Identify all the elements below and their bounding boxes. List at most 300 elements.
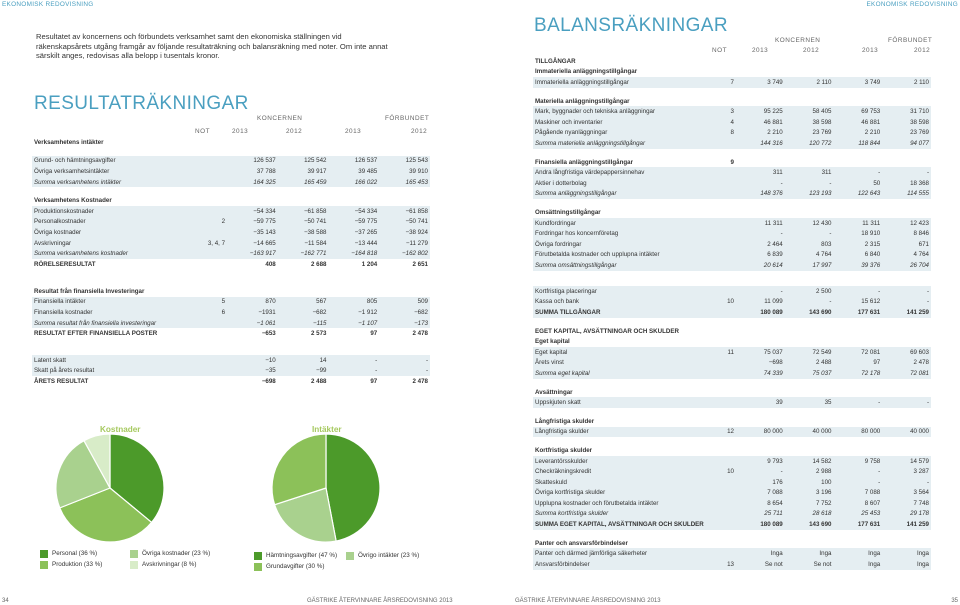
row-label: Verksamhetens Kostnader bbox=[34, 197, 112, 205]
row-value: 4 764 bbox=[785, 250, 834, 261]
row-value bbox=[882, 157, 931, 168]
row-note bbox=[708, 286, 736, 297]
row-value: Inga bbox=[833, 548, 882, 559]
row-value: 180 089 bbox=[736, 307, 785, 318]
row-value: - bbox=[882, 167, 931, 178]
row-value: 122 643 bbox=[833, 189, 882, 200]
row-label bbox=[533, 408, 708, 416]
row-value: - bbox=[882, 297, 931, 308]
row-label: Skatteskuld bbox=[533, 477, 708, 488]
row-value: 69 753 bbox=[833, 106, 882, 117]
row-value: 2 110 bbox=[882, 77, 931, 88]
row-value bbox=[736, 157, 785, 168]
footer-left: GÄSTRIKE ÅTERVINNARE ÅRSREDOVISNING 2013 bbox=[307, 598, 453, 604]
row-label: Avsättningar bbox=[535, 388, 573, 396]
table-row bbox=[533, 117, 931, 128]
row-value: 805 bbox=[328, 297, 379, 308]
table-row bbox=[533, 456, 931, 467]
row-value bbox=[785, 416, 834, 427]
balans-year-1: 2013 bbox=[752, 47, 769, 54]
row-note bbox=[708, 445, 736, 456]
row-value bbox=[833, 318, 882, 326]
row-value bbox=[278, 286, 329, 297]
row-value bbox=[736, 336, 785, 347]
row-value: 2 688 bbox=[311, 260, 327, 268]
row-label: Summa materiella anläggningstillgångar bbox=[533, 138, 708, 149]
table-row bbox=[533, 297, 931, 308]
row-value: 58 405 bbox=[785, 106, 834, 117]
row-value: 2 478 bbox=[412, 330, 428, 338]
row-label: Kassa och bank bbox=[533, 297, 708, 308]
row-label: Mark, byggnader och tekniska anläggningar bbox=[533, 106, 708, 117]
table-row bbox=[533, 106, 931, 117]
table-row bbox=[533, 318, 931, 326]
row-note bbox=[191, 248, 227, 259]
row-note bbox=[191, 137, 227, 148]
table-row bbox=[32, 137, 430, 148]
table-row bbox=[32, 376, 430, 387]
row-value bbox=[736, 387, 785, 398]
row-label: Avskrivningar bbox=[32, 238, 191, 249]
row-note bbox=[708, 456, 736, 467]
intro-text: Resultatet av koncernens och förbundets verksamhet samt den ekonomiska ställningen vid räkenskapsårets utgång framgår av följande resultaträkning och balansräkning med noter. Om inte annat särskilt anges, redovisas alla belopp i tusentals kronor. bbox=[36, 32, 388, 61]
row-value: 143 690 bbox=[785, 307, 834, 318]
row-value bbox=[882, 437, 931, 445]
row-value: 12 430 bbox=[785, 218, 834, 229]
resultat-year-1: 2013 bbox=[232, 128, 249, 135]
row-value: - bbox=[833, 477, 882, 488]
row-value: 2 315 bbox=[833, 239, 882, 250]
table-row bbox=[32, 339, 430, 347]
row-label: Kortfristiga skulder bbox=[535, 446, 593, 454]
row-value: 2 573 bbox=[311, 330, 327, 338]
row-value bbox=[736, 326, 785, 337]
row-value: −163 917 bbox=[227, 248, 278, 259]
table-row bbox=[32, 355, 430, 366]
row-value: 1 204 bbox=[361, 260, 378, 268]
row-value: 72 081 bbox=[882, 368, 931, 379]
row-note bbox=[708, 387, 736, 398]
row-value: 3 564 bbox=[882, 488, 931, 499]
row-note bbox=[708, 318, 736, 326]
row-value: - bbox=[736, 466, 785, 477]
row-note: 4 bbox=[708, 117, 736, 128]
row-value: −1 061 bbox=[227, 318, 278, 329]
table-row bbox=[533, 416, 931, 427]
pie-chart-kostnader bbox=[40, 432, 180, 544]
row-value: 3 749 bbox=[833, 77, 882, 88]
row-value: −698 bbox=[261, 377, 276, 385]
row-note: 13 bbox=[708, 559, 736, 570]
row-value bbox=[833, 379, 882, 387]
legend-swatch bbox=[346, 552, 354, 560]
row-value bbox=[227, 339, 278, 347]
legend-swatch bbox=[40, 550, 48, 558]
table-row bbox=[32, 177, 430, 188]
row-value: 17 997 bbox=[785, 260, 834, 271]
page-number-left: 34 bbox=[2, 598, 9, 604]
row-value bbox=[328, 347, 379, 355]
row-note bbox=[708, 336, 736, 347]
row-note bbox=[708, 397, 736, 408]
row-value: - bbox=[882, 477, 931, 488]
row-value: 3 196 bbox=[785, 488, 834, 499]
row-value: 2 210 bbox=[736, 128, 785, 139]
row-value: 26 704 bbox=[882, 260, 931, 271]
row-label: Summa verksamhetens kostnader bbox=[32, 248, 191, 259]
row-note: 7 bbox=[708, 77, 736, 88]
row-note bbox=[708, 56, 736, 67]
legend-label: Avskrivningar (8 %) bbox=[142, 561, 197, 568]
row-note bbox=[191, 156, 227, 167]
row-value bbox=[278, 347, 329, 355]
row-value bbox=[833, 207, 882, 218]
row-label bbox=[32, 148, 191, 156]
row-value: - bbox=[785, 297, 834, 308]
table-row bbox=[533, 498, 931, 509]
row-value: −38 588 bbox=[278, 227, 329, 238]
table-row bbox=[533, 358, 931, 369]
table-row bbox=[533, 379, 931, 387]
row-value bbox=[882, 530, 931, 538]
row-value bbox=[328, 195, 379, 206]
row-value: 40 000 bbox=[785, 427, 834, 438]
row-label: Långfristiga skulder bbox=[535, 417, 595, 425]
table-row bbox=[533, 477, 931, 488]
row-value bbox=[736, 538, 785, 549]
table-row bbox=[533, 437, 931, 445]
legend-item-personal bbox=[40, 548, 130, 559]
row-value: 29 178 bbox=[882, 509, 931, 520]
resultat-year-2: 2012 bbox=[286, 128, 303, 135]
table-row bbox=[32, 187, 430, 195]
table-row bbox=[533, 77, 931, 88]
row-value: - bbox=[882, 286, 931, 297]
row-note bbox=[191, 376, 227, 387]
table-row bbox=[32, 307, 430, 318]
row-value: 141 259 bbox=[882, 519, 931, 530]
row-label: Panter och därmed jämförliga säkerheter bbox=[533, 548, 708, 559]
row-label bbox=[533, 530, 708, 538]
table-row bbox=[533, 427, 931, 438]
row-value: 143 690 bbox=[785, 519, 834, 530]
row-note: 5 bbox=[191, 297, 227, 308]
row-value: 80 000 bbox=[833, 427, 882, 438]
table-row bbox=[533, 548, 931, 559]
table-row bbox=[32, 148, 430, 156]
row-label bbox=[533, 379, 708, 387]
row-value: 120 772 bbox=[785, 138, 834, 149]
row-note: 11 bbox=[708, 347, 736, 358]
row-note bbox=[708, 138, 736, 149]
row-value bbox=[882, 318, 931, 326]
page-number-right: 35 bbox=[951, 598, 958, 604]
row-label: Pågående nyanläggningar bbox=[533, 128, 708, 139]
row-value bbox=[833, 199, 882, 207]
row-value: - bbox=[736, 228, 785, 239]
row-value: 20 614 bbox=[736, 260, 785, 271]
legend-label: Produktion (33 %) bbox=[52, 561, 103, 568]
table-row bbox=[32, 166, 430, 177]
balans-table-1 bbox=[533, 56, 931, 271]
row-value bbox=[833, 538, 882, 549]
row-value: 97 bbox=[833, 358, 882, 369]
row-value: 72 549 bbox=[785, 347, 834, 358]
table-row bbox=[533, 157, 931, 168]
row-value: 25 453 bbox=[833, 509, 882, 520]
legend-swatch bbox=[130, 550, 138, 558]
table-row bbox=[533, 530, 931, 538]
row-value: −54 334 bbox=[328, 206, 379, 217]
table-row bbox=[533, 199, 931, 207]
table-row bbox=[533, 336, 931, 347]
row-value: 37 788 bbox=[227, 166, 278, 177]
row-label: Grund- och hämtningsavgifter bbox=[32, 156, 191, 167]
row-value: 165 453 bbox=[379, 177, 430, 188]
row-value bbox=[379, 148, 430, 156]
row-label: Övriga verksamhetsintäkter bbox=[32, 166, 191, 177]
legend-label: Hämtningsavgifter (47 %) bbox=[266, 552, 338, 559]
table-row bbox=[533, 207, 931, 218]
row-value: −682 bbox=[379, 307, 430, 318]
legend-label: Grundavgifter (30 %) bbox=[266, 563, 325, 570]
row-value bbox=[785, 387, 834, 398]
row-value: −11 584 bbox=[278, 238, 329, 249]
row-value bbox=[882, 326, 931, 337]
row-value: 35 bbox=[785, 397, 834, 408]
row-value: 94 077 bbox=[882, 138, 931, 149]
row-value: 75 037 bbox=[736, 347, 785, 358]
row-label: Summa verksamhetens intäkter bbox=[32, 177, 191, 188]
row-label bbox=[533, 318, 708, 326]
table-row bbox=[533, 466, 931, 477]
resultat-table-1 bbox=[32, 137, 430, 270]
row-value: −99 bbox=[278, 366, 329, 377]
row-value: 180 089 bbox=[736, 519, 785, 530]
balans-title: BALANSRÄKNINGAR bbox=[534, 15, 728, 36]
legend-swatch bbox=[254, 552, 262, 560]
row-value bbox=[328, 187, 379, 195]
row-value: 50 bbox=[833, 178, 882, 189]
row-note bbox=[708, 96, 736, 107]
row-value: 39 bbox=[736, 397, 785, 408]
row-value bbox=[785, 88, 834, 96]
row-value: 97 bbox=[370, 377, 378, 385]
row-note bbox=[191, 166, 227, 177]
row-value: 46 881 bbox=[736, 117, 785, 128]
row-value bbox=[379, 339, 430, 347]
row-value: 8 846 bbox=[882, 228, 931, 239]
legend-item-ovrigo bbox=[346, 550, 474, 561]
table-row bbox=[533, 96, 931, 107]
table-row bbox=[533, 189, 931, 200]
row-value: 38 598 bbox=[785, 117, 834, 128]
row-value: 165 459 bbox=[278, 177, 329, 188]
row-value: 125 542 bbox=[278, 156, 329, 167]
row-label: Summa eget kapital bbox=[533, 368, 708, 379]
row-value bbox=[833, 416, 882, 427]
table-row bbox=[533, 228, 931, 239]
row-value: 2 464 bbox=[736, 239, 785, 250]
row-value bbox=[785, 199, 834, 207]
table-row bbox=[533, 88, 931, 96]
row-note: 8 bbox=[708, 128, 736, 139]
row-value: 2 488 bbox=[785, 358, 834, 369]
row-value: −162 802 bbox=[379, 248, 430, 259]
row-value: Inga bbox=[736, 548, 785, 559]
row-value: 2 478 bbox=[882, 358, 931, 369]
row-value: 69 603 bbox=[882, 347, 931, 358]
row-value: 72 081 bbox=[833, 347, 882, 358]
row-value: 39 485 bbox=[328, 166, 379, 177]
row-note: 6 bbox=[191, 307, 227, 318]
row-value: 75 037 bbox=[785, 368, 834, 379]
row-value bbox=[785, 149, 834, 157]
row-value bbox=[833, 96, 882, 107]
row-value: 100 bbox=[785, 477, 834, 488]
row-value bbox=[785, 336, 834, 347]
row-value: - bbox=[833, 286, 882, 297]
row-value bbox=[379, 286, 430, 297]
row-value: −61 858 bbox=[379, 206, 430, 217]
row-label: TILLGÅNGAR bbox=[535, 57, 576, 65]
table-row bbox=[533, 167, 931, 178]
row-label: Personalkostnader bbox=[32, 217, 191, 228]
resultat-year-4: 2012 bbox=[411, 128, 428, 135]
row-value bbox=[833, 437, 882, 445]
legend-item-ovriga bbox=[130, 548, 260, 559]
row-note bbox=[708, 239, 736, 250]
row-value: 118 844 bbox=[833, 138, 882, 149]
table-row bbox=[533, 488, 931, 499]
row-value bbox=[882, 67, 931, 78]
table-row bbox=[533, 56, 931, 67]
row-value: 177 631 bbox=[833, 519, 882, 530]
table-row bbox=[533, 326, 931, 337]
row-value: 39 910 bbox=[379, 166, 430, 177]
row-label: Övriga fordringar bbox=[533, 239, 708, 250]
row-label: Eget kapital bbox=[533, 347, 708, 358]
row-label bbox=[533, 199, 708, 207]
row-note bbox=[191, 206, 227, 217]
row-note: 12 bbox=[708, 427, 736, 438]
table-row bbox=[533, 538, 931, 549]
row-label: Upplupna kostnader och förutbetalda intäkter bbox=[533, 498, 708, 509]
pie-chart-intakter bbox=[256, 432, 396, 544]
row-value bbox=[833, 67, 882, 78]
resultat-group-forbundet: FÖRBUNDET bbox=[385, 115, 430, 122]
balans-group-forbundet: FÖRBUNDET bbox=[888, 37, 933, 44]
legend-intakter bbox=[254, 550, 474, 572]
row-value bbox=[833, 387, 882, 398]
row-note bbox=[708, 250, 736, 261]
row-label: SUMMA EGET KAPITAL, AVSÄTTNINGAR OCH SKULDER bbox=[533, 519, 708, 530]
row-value bbox=[882, 416, 931, 427]
row-value bbox=[785, 326, 834, 337]
row-label bbox=[32, 347, 191, 355]
row-note bbox=[708, 218, 736, 229]
row-value bbox=[785, 379, 834, 387]
row-note bbox=[708, 326, 736, 337]
row-value bbox=[882, 56, 931, 67]
row-label: Fordringar hos koncernföretag bbox=[533, 228, 708, 239]
row-value: Se not bbox=[785, 559, 834, 570]
row-value: 25 711 bbox=[736, 509, 785, 520]
row-note bbox=[191, 195, 227, 206]
row-note bbox=[708, 260, 736, 271]
row-value: - bbox=[785, 228, 834, 239]
row-label: Maskiner och inventarier bbox=[533, 117, 708, 128]
legend-item-avskrivningar bbox=[130, 559, 260, 570]
row-label: Övriga kostnader bbox=[32, 227, 191, 238]
intakter-slice-0 bbox=[326, 434, 380, 541]
row-label: Övriga kortfristiga skulder bbox=[533, 488, 708, 499]
row-value: 74 339 bbox=[736, 368, 785, 379]
row-value bbox=[227, 148, 278, 156]
row-value: 176 bbox=[736, 477, 785, 488]
table-row bbox=[32, 259, 430, 270]
row-label bbox=[32, 187, 191, 195]
row-value bbox=[833, 408, 882, 416]
row-value: 15 612 bbox=[833, 297, 882, 308]
table-row bbox=[32, 366, 430, 377]
row-note bbox=[708, 437, 736, 445]
row-value bbox=[882, 207, 931, 218]
row-label: Finansiella kostnader bbox=[32, 307, 191, 318]
row-value: 23 769 bbox=[882, 128, 931, 139]
resultat-group-koncernen: KONCERNEN bbox=[257, 115, 303, 122]
row-label: Kortfristiga placeringar bbox=[533, 286, 708, 297]
row-value: - bbox=[379, 355, 430, 366]
row-value bbox=[785, 318, 834, 326]
row-note bbox=[708, 477, 736, 488]
row-note: 3, 4, 7 bbox=[191, 238, 227, 249]
row-value: −59 775 bbox=[328, 217, 379, 228]
row-value: 8 607 bbox=[833, 498, 882, 509]
section-header-right: EKONOMISK REDOVISNING bbox=[866, 1, 958, 8]
row-note bbox=[708, 408, 736, 416]
row-value bbox=[785, 530, 834, 538]
row-label: Skatt på årets resultat bbox=[32, 366, 191, 377]
table-row bbox=[32, 248, 430, 259]
row-value: 4 764 bbox=[882, 250, 931, 261]
row-note bbox=[708, 199, 736, 207]
row-value: −164 818 bbox=[328, 248, 379, 259]
row-value: 46 881 bbox=[833, 117, 882, 128]
row-value bbox=[736, 88, 785, 96]
row-label: Leverantörsskulder bbox=[533, 456, 708, 467]
row-value: - bbox=[785, 178, 834, 189]
row-label: Aktier i dotterbolag bbox=[533, 178, 708, 189]
row-note bbox=[708, 509, 736, 520]
row-value: −13 444 bbox=[328, 238, 379, 249]
row-value: 7 088 bbox=[833, 488, 882, 499]
row-value bbox=[882, 199, 931, 207]
row-value: −173 bbox=[379, 318, 430, 329]
row-value bbox=[736, 408, 785, 416]
row-value bbox=[785, 207, 834, 218]
table-row bbox=[32, 206, 430, 217]
row-value: 141 259 bbox=[882, 307, 931, 318]
row-value bbox=[785, 538, 834, 549]
row-label: Ansvarsförbindelser bbox=[533, 559, 708, 570]
row-label: Produktionskostnader bbox=[32, 206, 191, 217]
row-value bbox=[882, 445, 931, 456]
row-value bbox=[736, 67, 785, 78]
row-value bbox=[278, 187, 329, 195]
row-value bbox=[882, 538, 931, 549]
row-value: 95 225 bbox=[736, 106, 785, 117]
